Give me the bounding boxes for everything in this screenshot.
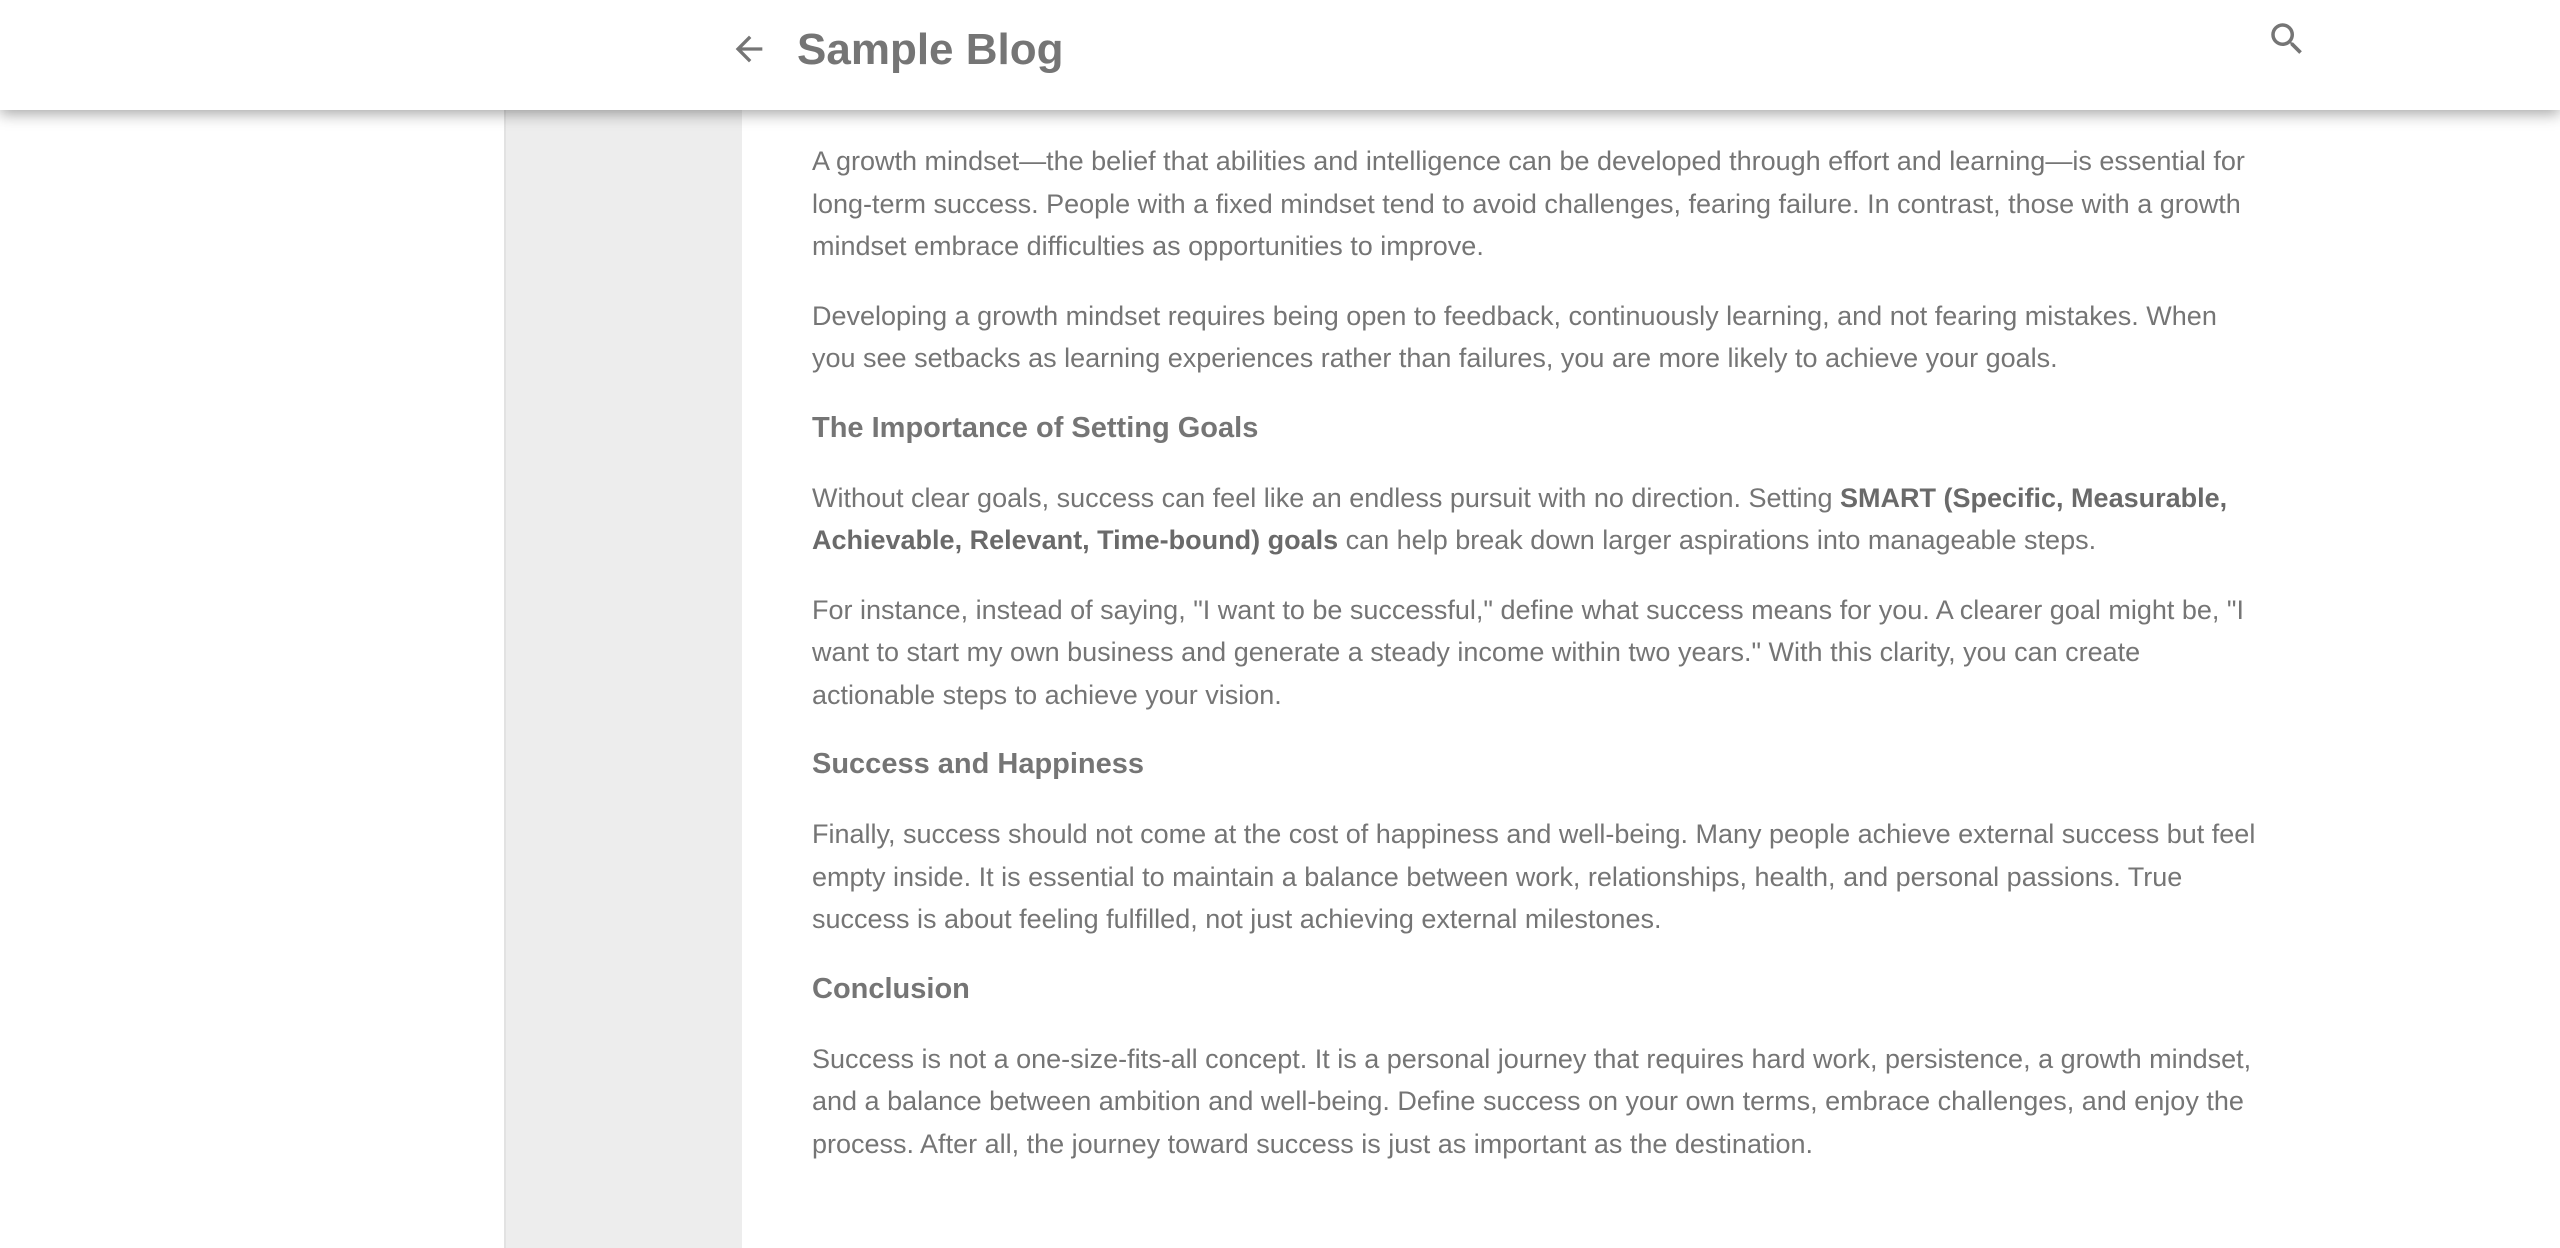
- search-button[interactable]: [2262, 16, 2312, 66]
- search-icon: [2266, 18, 2308, 65]
- paragraph-developing-mindset: Developing a growth mindset requires being open to feedback, continuously learning, and not fearing mistakes. When you see setbacks as learning experiences rather than failures, you are more likely to achieve your goals.: [812, 300, 2217, 373]
- app-header: [0, 0, 2560, 110]
- blog-title: Sample Blog: [797, 25, 1064, 74]
- heading-success-happiness: Success and Happiness: [812, 748, 1145, 780]
- paragraph-goal-example: For instance, instead of saying, "I want to be successful," define what success means for you. A clearer goal might be, "I want to start my own business and generate a steady income within two years." With this clarity, you can create actionable steps to achieve your vision.: [812, 594, 2244, 710]
- arrow-left-icon: [729, 29, 769, 74]
- paragraph-text: Without clear goals, success can feel like an endless pursuit with no direction. Setting: [812, 482, 1841, 513]
- paragraph-smart-goals: [812, 477, 2262, 562]
- heading-conclusion: Conclusion: [812, 972, 970, 1005]
- article-body: [812, 140, 2262, 1192]
- back-button[interactable]: [724, 26, 774, 76]
- paragraph-growth-mindset: A growth mindset—the belief that abilities and intelligence can be developed through effort and learning—is essential for long-term success. People with a fixed mindset tend to avoid challenges, fearing failure. In contrast, those with a growth mindset embrace difficulties as opportunities to improve.: [812, 146, 2245, 261]
- paragraph-happiness: Finally, success should not come at the cost of happiness and well-being. Many people achieve external success but feel empty inside. It is essential to maintain a balance between work, relationships, health, and personal passions. True success is about feeling fulfilled, not just achieving external milestones.: [812, 819, 2256, 934]
- paragraph-conclusion: Success is not a one-size-fits-all concept. It is a personal journey that requires hard work, persistence, a growth mindset, and a balance between ambition and well-being. Define success on your own terms, embrace challenges, and enjoy the process. After all, the journey toward success is just as important as the destination.: [812, 1043, 2252, 1159]
- heading-setting-goals: The Importance of Setting Goals: [812, 411, 1259, 444]
- paragraph-text: can help break down larger aspirations into manageable steps.: [1338, 525, 2097, 555]
- smart-goals-emphasis: SMART (Specific, Measurable, Achievable, Relevant, Time-bound) goals: [812, 482, 2228, 555]
